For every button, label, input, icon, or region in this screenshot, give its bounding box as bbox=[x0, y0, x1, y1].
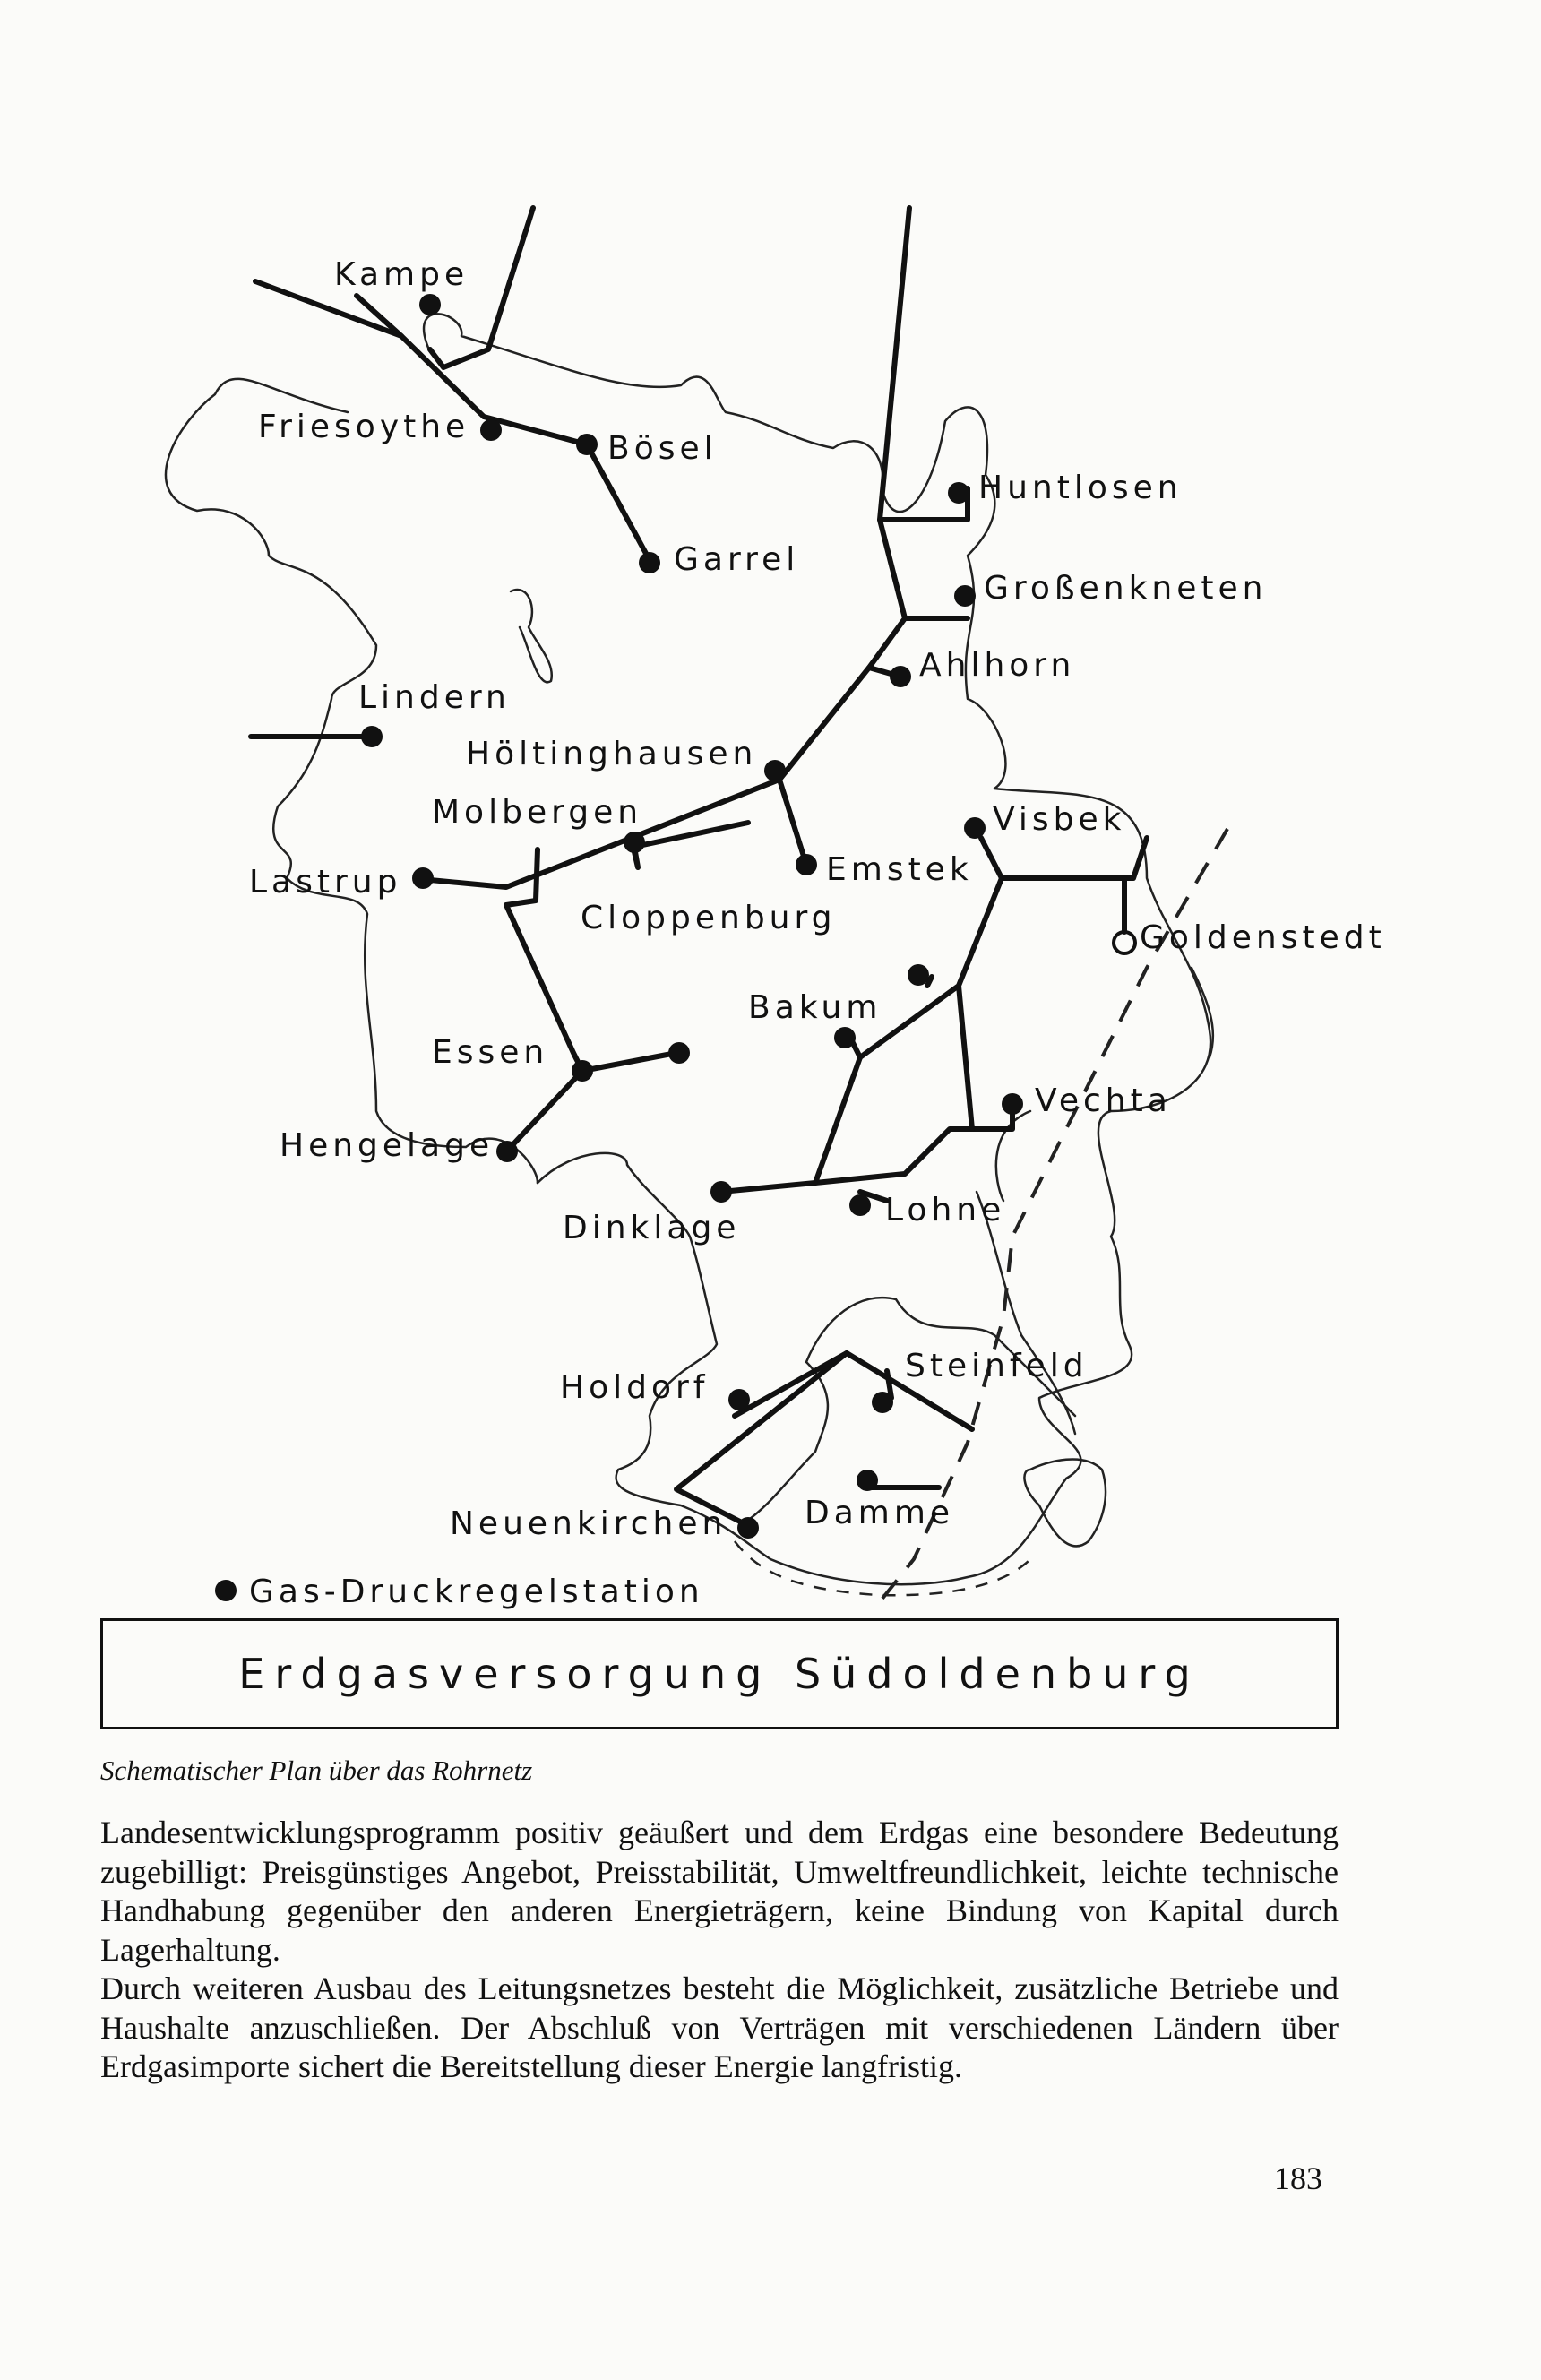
station-dot bbox=[668, 1042, 690, 1064]
legend-station-dot bbox=[215, 1580, 237, 1601]
station-label: Neuenkirchen bbox=[450, 1505, 727, 1542]
figure-caption: Schematischer Plan über das Rohrnetz bbox=[100, 1755, 533, 1786]
station-label: Bösel bbox=[607, 430, 718, 467]
station-dot bbox=[576, 434, 598, 455]
legend-label: Gas-Druckregelstation bbox=[249, 1574, 704, 1610]
station-emstek bbox=[796, 851, 973, 888]
station-goldenstedt bbox=[1114, 919, 1386, 956]
station-huntlosen bbox=[948, 470, 1183, 506]
station-dot bbox=[890, 666, 911, 687]
page-number: 183 bbox=[1274, 2160, 1322, 2196]
station-label: Hengelage bbox=[280, 1127, 495, 1164]
station-label: Großenkneten bbox=[984, 570, 1268, 607]
station-hengelage bbox=[280, 1127, 518, 1164]
station-label: Molbergen bbox=[432, 794, 643, 831]
station-dot bbox=[834, 1027, 856, 1048]
station-label: Ahlhorn bbox=[919, 647, 1076, 684]
station-dot bbox=[624, 832, 645, 853]
station-dot bbox=[419, 294, 441, 315]
station-label: Bakum bbox=[748, 989, 882, 1026]
station-label: Cloppenburg bbox=[581, 900, 837, 936]
station-friesoythe bbox=[258, 409, 502, 445]
station-label: Goldenstedt bbox=[1140, 919, 1386, 956]
station-label: Damme bbox=[805, 1495, 955, 1531]
station-dot bbox=[728, 1389, 750, 1410]
station-dot bbox=[948, 482, 969, 504]
station-label: Lastrup bbox=[249, 864, 402, 901]
station-label: Höltinghausen bbox=[466, 736, 758, 772]
station-label: Holdorf bbox=[560, 1369, 710, 1406]
station-dot bbox=[737, 1517, 759, 1539]
station-label: Visbek bbox=[993, 801, 1126, 838]
station-visbek bbox=[964, 801, 1125, 839]
map-title: Erdgasversorgung Südoldenburg bbox=[238, 1650, 1201, 1698]
station-label: Kampe bbox=[334, 256, 469, 293]
station-dot bbox=[954, 585, 976, 607]
station-label: Dinklage bbox=[563, 1210, 741, 1246]
paragraph: Landesentwicklungsprogramm positiv geäußert und dem Erdgas eine besondere Bedeutung zugebilligt: Preisgünstiges Angebot, Preisstabilität, Umweltfreundlichkeit, leichte technische Handhabung gegenüber den anderen Energieträgern, keine Bindung von Kapital durch Lagerhaltung. bbox=[100, 1815, 1339, 1968]
station-dot bbox=[480, 419, 502, 441]
station-ahlhorn bbox=[890, 647, 1075, 687]
station-grossenkneten bbox=[954, 570, 1267, 607]
station-hoeltinghausen bbox=[466, 736, 786, 781]
station-dot bbox=[639, 552, 660, 573]
station-dot bbox=[710, 1181, 732, 1203]
station-label: Lohne bbox=[885, 1192, 1006, 1229]
station-dot bbox=[796, 854, 817, 875]
paragraph: Durch weiteren Ausbau des Leitungsnetzes besteht die Möglichkeit, zusätzliche Betriebe und Haushalte anzuschließen. Der Abschluß von Verträgen mit verschiedenen Ländern über Erdgasimporte sichert die Bereitstellung dieser Energie langfristig. bbox=[100, 1970, 1339, 2084]
station-dot bbox=[764, 760, 786, 781]
station-label: Emstek bbox=[826, 851, 973, 888]
station-dot bbox=[1114, 932, 1135, 953]
station-label: Garrel bbox=[674, 541, 800, 578]
station-dot bbox=[572, 1060, 593, 1082]
station-dot bbox=[496, 1141, 518, 1162]
station-label: Lindern bbox=[358, 679, 511, 716]
station-lastrup bbox=[249, 864, 434, 901]
station-dot bbox=[361, 726, 383, 747]
station-dot bbox=[849, 1194, 871, 1216]
station-dot bbox=[1002, 1093, 1023, 1115]
station-neuenkirchen bbox=[450, 1505, 759, 1542]
station-label: Huntlosen bbox=[978, 470, 1183, 506]
station-label: Essen bbox=[432, 1034, 549, 1071]
station-label: Vechta bbox=[1035, 1082, 1172, 1119]
map-title-box bbox=[100, 1618, 1339, 1729]
station-dot bbox=[872, 1392, 893, 1413]
station-dot bbox=[857, 1470, 878, 1491]
stations bbox=[249, 256, 1386, 1542]
station-garrel bbox=[639, 541, 799, 578]
station-dot bbox=[412, 867, 434, 889]
station-dinklage bbox=[563, 1181, 740, 1246]
body-text bbox=[100, 1814, 1339, 2087]
station-cloppenburg bbox=[581, 900, 837, 936]
station-label: Friesoythe bbox=[258, 409, 470, 445]
station-damme bbox=[805, 1470, 954, 1531]
station-holdorf bbox=[560, 1369, 750, 1410]
station-dot bbox=[908, 964, 929, 986]
station-bakum bbox=[748, 964, 929, 1048]
station-dot bbox=[964, 817, 986, 839]
map-legend bbox=[215, 1574, 704, 1610]
station-kampe bbox=[334, 256, 469, 315]
station-label: Steinfeld bbox=[905, 1348, 1089, 1384]
